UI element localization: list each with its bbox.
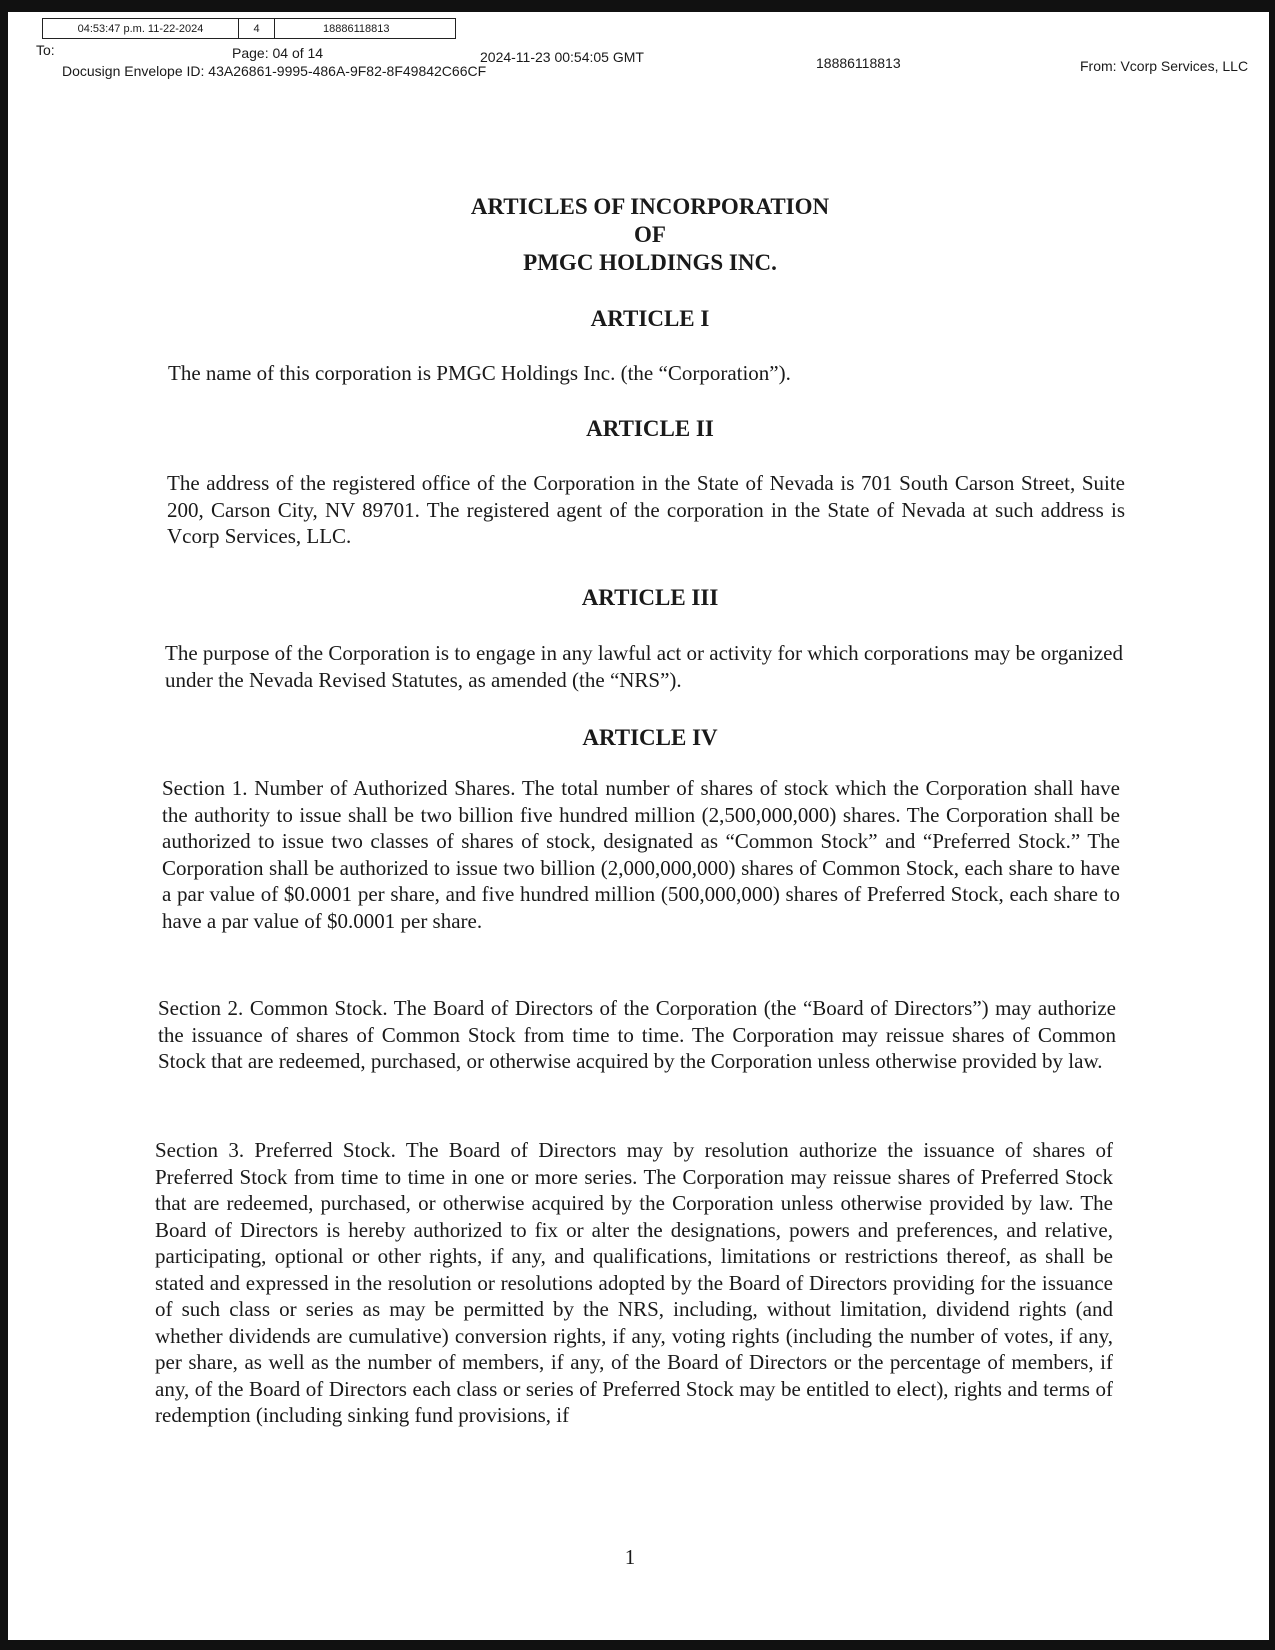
fax-number: 18886118813	[323, 22, 390, 35]
scan-border-bottom	[0, 1640, 1275, 1650]
fax-time: 04:53:47 p.m. 11-22-2024	[43, 19, 239, 38]
page-indicator: Page: 04 of 14	[232, 45, 324, 61]
fax-header-box	[42, 18, 456, 39]
article-4-heading: ARTICLE IV	[582, 725, 718, 750]
article-2-heading: ARTICLE II	[586, 416, 714, 441]
page-number: 1	[624, 1545, 636, 1569]
article-3-heading: ARTICLE III	[581, 585, 719, 610]
sender-phone: 18886118813	[816, 55, 901, 71]
document-title	[0, 193, 1275, 277]
to-label: To:	[36, 42, 55, 58]
article-2-text: The address of the registered office of the Corporation in the State of Nevada is 701 South Carson Street, Suite 200, Carson City, NV 89701. The registered agent of the corporation in the State of Nevada at such address is Vcorp Services, LLC.	[167, 471, 1125, 548]
fax-page-count: 4	[239, 19, 275, 38]
transmission-timestamp: 2024-11-23 00:54:05 GMT	[480, 49, 644, 65]
title-line-2: OF	[634, 222, 666, 247]
article-3-text: The purpose of the Corporation is to engage in any lawful act or activity for which corporations may be organized under the Nevada Revised Statutes, as amended (the “NRS”).	[165, 641, 1123, 692]
article-1-text: The name of this corporation is PMGC Holdings Inc. (the “Corporation”).	[168, 361, 791, 385]
article-4-section-2: Section 2. Common Stock. The Board of Directors of the Corporation (the “Board of Directors”) may authorize the issuance of shares of Common Stock from time to time. The Corporation may reissue shares of Common Stock that are redeemed, purchased, or otherwise acquired by the Corporation unless otherwise provided by law.	[158, 996, 1116, 1073]
envelope-id: Docusign Envelope ID: 43A26861-9995-486A-9F82-8F49842C66CF	[62, 63, 487, 79]
article-4-section-3: Section 3. Preferred Stock. The Board of Directors may by resolution authorize the issuance of shares of Preferred Stock from time to time in one or more series. The Corporation may reissue shares of Preferred Stock that are redeemed, purchased, or otherwise acquired by the Corporation unless otherwise provided by law. The Board of Directors is hereby authorized to fix or alter the designations, powers and preferences, and relative, participating, optional or other rights, if any, and qualifications, limitations or restrictions thereof, as shall be stated and expressed in the resolution or resolutions adopted by the Board of Directors providing for the issuance of such class or series as may be permitted by the NRS, including, without limitation, dividend rights (and whether dividends are cumulative) conversion rights, if any, voting rights (including the number of votes, if any, per share, as well as the number of members, if any, of the Board of Directors or the percentage of members, if any, of the Board of Directors each class or series of Preferred Stock may be entitled to elect), rights and terms of redemption (including sinking fund provisions, if	[155, 1138, 1113, 1427]
title-line-3: PMGC HOLDINGS INC.	[523, 250, 777, 275]
scan-border-top	[0, 0, 1275, 12]
from-label: From: Vcorp Services, LLC	[1080, 58, 1249, 74]
article-1-heading: ARTICLE I	[590, 306, 710, 331]
title-line-1: ARTICLES OF INCORPORATION	[470, 194, 830, 219]
article-4-section-1: Section 1. Number of Authorized Shares. The total number of shares of stock which the Corporation shall have the authority to issue shall be two billion five hundred million (2,500,000,000) shares. The Corporation shall be authorized to issue two classes of shares of stock, designated as “Common Stock” and “Preferred Stock.” The Corporation shall be authorized to issue two billion (2,000,000,000) shares of Common Stock, each share to have a par value of $0.0001 per share, and five hundred million (500,000,000) shares of Preferred Stock, each share to have a par value of $0.0001 per share.	[162, 776, 1120, 933]
